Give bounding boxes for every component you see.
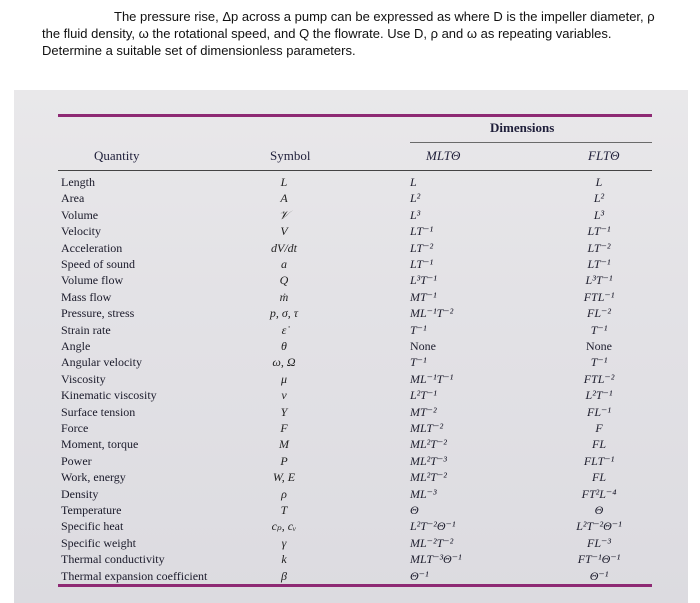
- row-quantity: Angular velocity: [61, 355, 142, 370]
- row-flt: F: [595, 421, 603, 435]
- row-flt: T⁻¹: [590, 355, 608, 370]
- header-flt: FLTΘ: [588, 148, 620, 163]
- row-quantity: Mass flow: [61, 289, 112, 304]
- row-flt: L³: [593, 207, 605, 222]
- row-flt: L²T⁻²Θ⁻¹: [576, 519, 622, 534]
- row-quantity: Work, energy: [61, 470, 126, 485]
- row-mlt: Θ⁻¹: [410, 568, 429, 583]
- row-quantity: Power: [61, 453, 92, 468]
- row-mlt: L³T⁻¹: [410, 273, 437, 288]
- row-flt: L: [595, 175, 603, 189]
- row-symbol: dV/dt: [271, 240, 297, 255]
- row-quantity: Acceleration: [61, 240, 123, 255]
- dimensions-table: [14, 90, 688, 603]
- row-mlt: ML⁻³: [410, 486, 437, 501]
- row-quantity: Angle: [61, 339, 91, 353]
- row-flt: FLT⁻¹: [583, 453, 615, 468]
- row-mlt: ML²T⁻²: [410, 470, 447, 485]
- row-symbol: μ: [280, 371, 288, 386]
- row-quantity: Specific weight: [61, 535, 136, 550]
- row-mlt: T⁻¹: [410, 322, 427, 337]
- row-symbol: β: [281, 568, 287, 583]
- row-symbol: L: [280, 175, 288, 189]
- row-flt: FL⁻²: [587, 306, 611, 321]
- row-symbol: ν: [281, 388, 287, 403]
- row-flt: LT⁻¹: [587, 257, 611, 271]
- row-symbol: A: [280, 191, 288, 206]
- row-quantity: Kinematic viscosity: [61, 388, 157, 403]
- row-flt: LT⁻²: [587, 240, 611, 255]
- row-mlt: L³: [410, 207, 421, 222]
- row-quantity: Surface tension: [61, 404, 136, 419]
- row-symbol: P: [280, 453, 288, 468]
- row-symbol: Y: [280, 404, 288, 419]
- row-flt: Θ⁻¹: [589, 568, 609, 583]
- row-mlt: MT⁻¹: [410, 289, 437, 304]
- row-symbol: γ: [281, 535, 287, 550]
- row-quantity: Specific heat: [61, 519, 124, 534]
- row-symbol: cₚ, cᵥ: [271, 519, 297, 534]
- header-symbol: Symbol: [270, 148, 311, 163]
- row-mlt: L²T⁻²Θ⁻¹: [410, 519, 456, 534]
- row-flt: FL: [591, 470, 606, 485]
- row-flt: FL: [591, 437, 606, 452]
- row-quantity: Volume flow: [61, 273, 124, 288]
- row-symbol: ω, Ω: [272, 355, 296, 370]
- row-quantity: Thermal conductivity: [61, 552, 165, 567]
- row-flt: None: [586, 339, 612, 353]
- row-symbol: W, E: [272, 470, 296, 485]
- row-flt: LT⁻¹: [587, 224, 611, 239]
- row-mlt: L: [410, 175, 417, 189]
- row-symbol: ṁ: [279, 289, 289, 304]
- row-flt: T⁻¹: [590, 322, 608, 337]
- row-quantity: Viscosity: [61, 371, 106, 386]
- row-mlt: T⁻¹: [410, 355, 427, 370]
- row-mlt: ML²T⁻³: [410, 453, 447, 468]
- row-quantity: Density: [61, 486, 99, 501]
- row-mlt: ML⁻¹T⁻¹: [410, 371, 454, 386]
- row-mlt: None: [410, 339, 436, 353]
- dimensions-underline: [410, 142, 652, 143]
- row-quantity: Volume: [61, 207, 99, 222]
- row-flt: FTL⁻²: [583, 371, 615, 386]
- row-flt: Θ: [594, 503, 604, 517]
- row-quantity: Area: [61, 191, 85, 206]
- row-mlt: MT⁻²: [410, 404, 437, 419]
- row-quantity: Moment, torque: [61, 437, 139, 452]
- row-mlt: LT⁻¹: [410, 224, 434, 239]
- row-quantity: Force: [61, 421, 89, 435]
- header-mlt: MLTΘ: [426, 148, 461, 163]
- row-quantity: Speed of sound: [61, 257, 135, 271]
- row-mlt: L²T⁻¹: [410, 388, 437, 403]
- row-flt: FT⁻¹Θ⁻¹: [577, 552, 621, 567]
- row-mlt: ML²T⁻²: [410, 437, 447, 452]
- problem-statement: [42, 8, 662, 59]
- row-mlt: ML⁻¹T⁻²: [410, 306, 454, 321]
- problem-text: The pressure rise, Δp across a pump can be expressed as where D is the impeller diameter, ρ the fluid density, ω the rotational speed, and Q the flowrate. Use D, ρ and ω as repeating variables. Determine a suitable set of dimensionless parameters.: [42, 9, 655, 58]
- row-symbol: 𝒱: [279, 207, 289, 222]
- row-mlt: MLT⁻²: [410, 421, 444, 435]
- header-underline: [58, 170, 652, 171]
- row-quantity: Velocity: [61, 224, 101, 239]
- row-flt: L²: [593, 191, 605, 206]
- row-mlt: Θ: [410, 503, 419, 517]
- row-mlt: ML⁻²T⁻²: [410, 535, 454, 550]
- row-quantity: Length: [61, 175, 95, 189]
- row-symbol: ρ: [281, 486, 287, 501]
- row-flt: FL⁻¹: [587, 404, 611, 419]
- row-symbol: ε̇: [281, 322, 287, 337]
- row-mlt: LT⁻²: [410, 240, 434, 255]
- row-mlt: MLT⁻³Θ⁻¹: [410, 552, 462, 567]
- row-mlt: LT⁻¹: [410, 257, 434, 271]
- row-flt: FL⁻³: [587, 535, 611, 550]
- row-symbol: T: [280, 503, 288, 517]
- row-flt: FTL⁻¹: [583, 289, 615, 304]
- row-flt: L³T⁻¹: [585, 273, 613, 288]
- row-symbol: V: [280, 224, 288, 239]
- row-quantity: Thermal expansion coefficient: [61, 568, 208, 583]
- row-symbol: k: [281, 552, 287, 567]
- row-symbol: p, σ, τ: [269, 306, 299, 321]
- row-symbol: θ: [281, 339, 287, 353]
- row-symbol: M: [279, 437, 289, 452]
- row-quantity: Temperature: [61, 503, 122, 517]
- dimensions-header: Dimensions: [490, 120, 555, 135]
- row-flt: L²T⁻¹: [585, 388, 613, 403]
- row-quantity: Pressure, stress: [61, 306, 135, 321]
- bottom-rule: [58, 584, 652, 587]
- top-rule: [58, 114, 652, 117]
- row-symbol: a: [281, 257, 287, 271]
- row-symbol: F: [280, 421, 288, 435]
- row-flt: FT²L⁻⁴: [581, 486, 617, 501]
- row-symbol: Q: [279, 273, 289, 288]
- header-quantity: Quantity: [94, 148, 140, 163]
- row-mlt: L²: [410, 191, 421, 206]
- row-quantity: Strain rate: [61, 322, 111, 337]
